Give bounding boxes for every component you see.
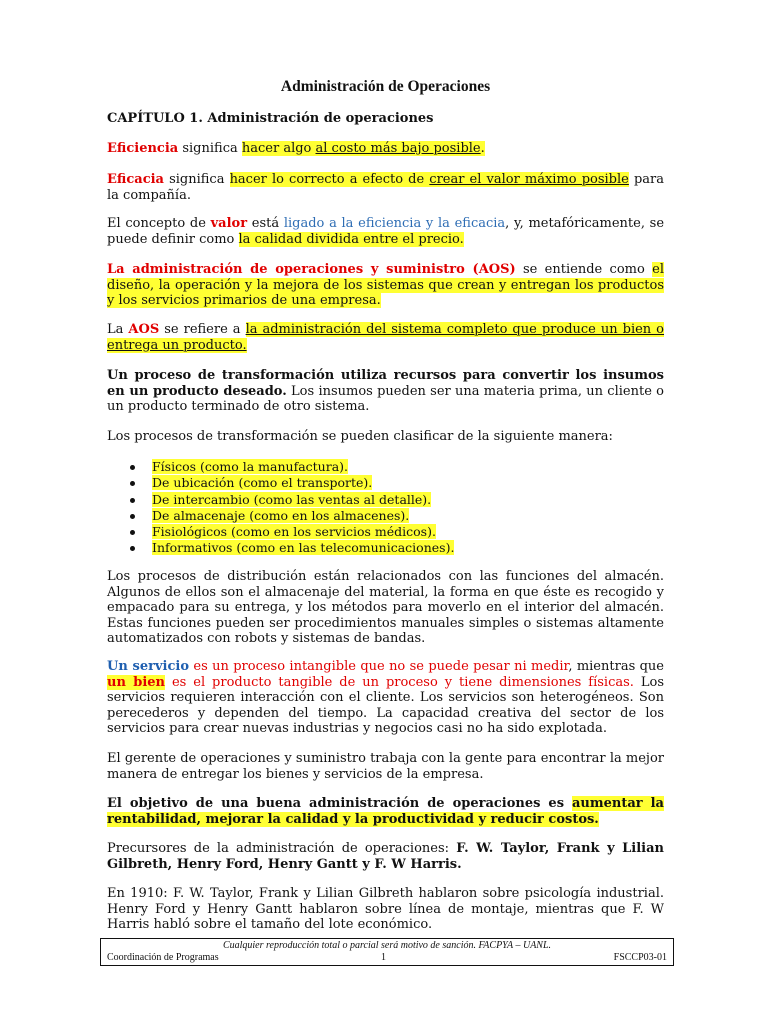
bullet-icon (130, 530, 135, 535)
bullet-icon (130, 481, 135, 486)
process-types-list (130, 459, 454, 557)
paragraph-transformacion: Un proceso de transformación utiliza recursos para convertir los insumos en un producto deseado. Los insumos pueden ser una materia prima, un cliente o un producto terminado de otro sistema. (107, 368, 664, 414)
list-item: Fisiológicos (como en los servicios médicos). (130, 524, 454, 540)
footer-department: Coordinación de Programas (107, 952, 219, 963)
paragraph-aos-2: La AOS se refiere a la administración del sistema completo que produce un bien o entrega un producto. (107, 322, 665, 353)
paragraph-eficiencia: Eficiencia significa hacer algo al costo más bajo posible. (107, 141, 485, 156)
bullet-icon (130, 465, 135, 470)
term-eficiencia: Eficiencia (107, 141, 179, 156)
paragraph-gerente: El gerente de operaciones y suministro trabaja con la gente para encontrar la mejor manera de entregar los bienes y servicios de la empresa. (107, 751, 664, 782)
paragraph-aos: La administración de operaciones y suministro (AOS) se entiende como el diseño, la operación y la mejora de los sistemas que crean y entregan los productos y los servicios primarios de una empresa. (107, 262, 664, 308)
bullet-icon (130, 498, 135, 503)
paragraph-servicio: Un servicio es un proceso intangible que no se puede pesar ni medir, mientras que un bien es el producto tangible de un proceso y tiene dimensiones físicas. Los servicios requieren interacción con el cliente. Los servicios son heterogéneos. Son perecederos y dependen del tiempo. La capacidad creativa del sector de los servicios para crear nuevas industrias y negocios casi no ha sido explotada. (107, 659, 665, 736)
chapter-heading: CAPÍTULO 1. Administración de operaciones (107, 111, 434, 126)
term-aos: AOS (128, 322, 160, 337)
list-item: De ubicación (como el transporte). (130, 475, 454, 491)
list-item: Informativos (como en las telecomunicaciones). (130, 540, 454, 556)
document-title: Administración de Operaciones (280, 78, 491, 95)
footer-code: FSCCP03-01 (613, 952, 667, 963)
term-eficacia: Eficacia (107, 172, 164, 187)
paragraph-eficacia: Eficacia significa hacer lo correcto a efecto de crear el valor máximo posible para la compañía. (107, 172, 664, 203)
list-item: De intercambio (como las ventas al detalle). (130, 492, 454, 508)
paragraph-clasificacion: Los procesos de transformación se pueden clasificar de la siguiente manera: (107, 429, 613, 444)
paragraph-1910: En 1910: F. W. Taylor, Frank y Lilian Gilbreth hablaron sobre psicología industrial. Henry Ford y Henry Gantt hablaron sobre línea de montaje, mientras que F. W Harris habló sobre el tamaño del lote económico. (107, 886, 664, 932)
term-servicio: Un servicio (107, 659, 190, 674)
term-valor: valor (210, 216, 248, 231)
page-footer (100, 938, 674, 966)
paragraph-valor: El concepto de valor está ligado a la eficiencia y la eficacia, y, metafóricamente, se puede definir como la calidad dividida entre el precio. (107, 216, 665, 247)
footer-notice: Cualquier reproducción total o parcial será motivo de sanción. FACPYA – UANL. (222, 940, 552, 951)
page-number: 1 (381, 952, 386, 963)
list-item: Físicos (como la manufactura). (130, 459, 454, 475)
list-item: De almacenaje (como en los almacenes). (130, 508, 454, 524)
bullet-icon (130, 546, 135, 551)
paragraph-precursores: Precursores de la administración de operaciones: F. W. Taylor, Frank y Lilian Gilbreth, Henry Ford, Henry Gantt y F. W Harris. (107, 841, 664, 872)
paragraph-objetivo: El objetivo de una buena administración de operaciones es aumentar la rentabilidad, mejorar la calidad y la productividad y reducir costos. (107, 796, 664, 827)
term-aos-full: La administración de operaciones y suministro (AOS) (107, 262, 516, 277)
paragraph-distribucion: Los procesos de distribución están relacionados con las funciones del almacén. Algunos de ellos son el almacenaje del material, la forma en que éste es recogido y empacado para su entrega, y los métodos para moverlo en el interior del almacén. Estas funciones pueden ser procedimientos manuales simples o sistemas altamente automatizados con robots y sistemas de bandas. (107, 569, 664, 646)
bullet-icon (130, 514, 135, 519)
term-bien: un bien (107, 674, 165, 690)
